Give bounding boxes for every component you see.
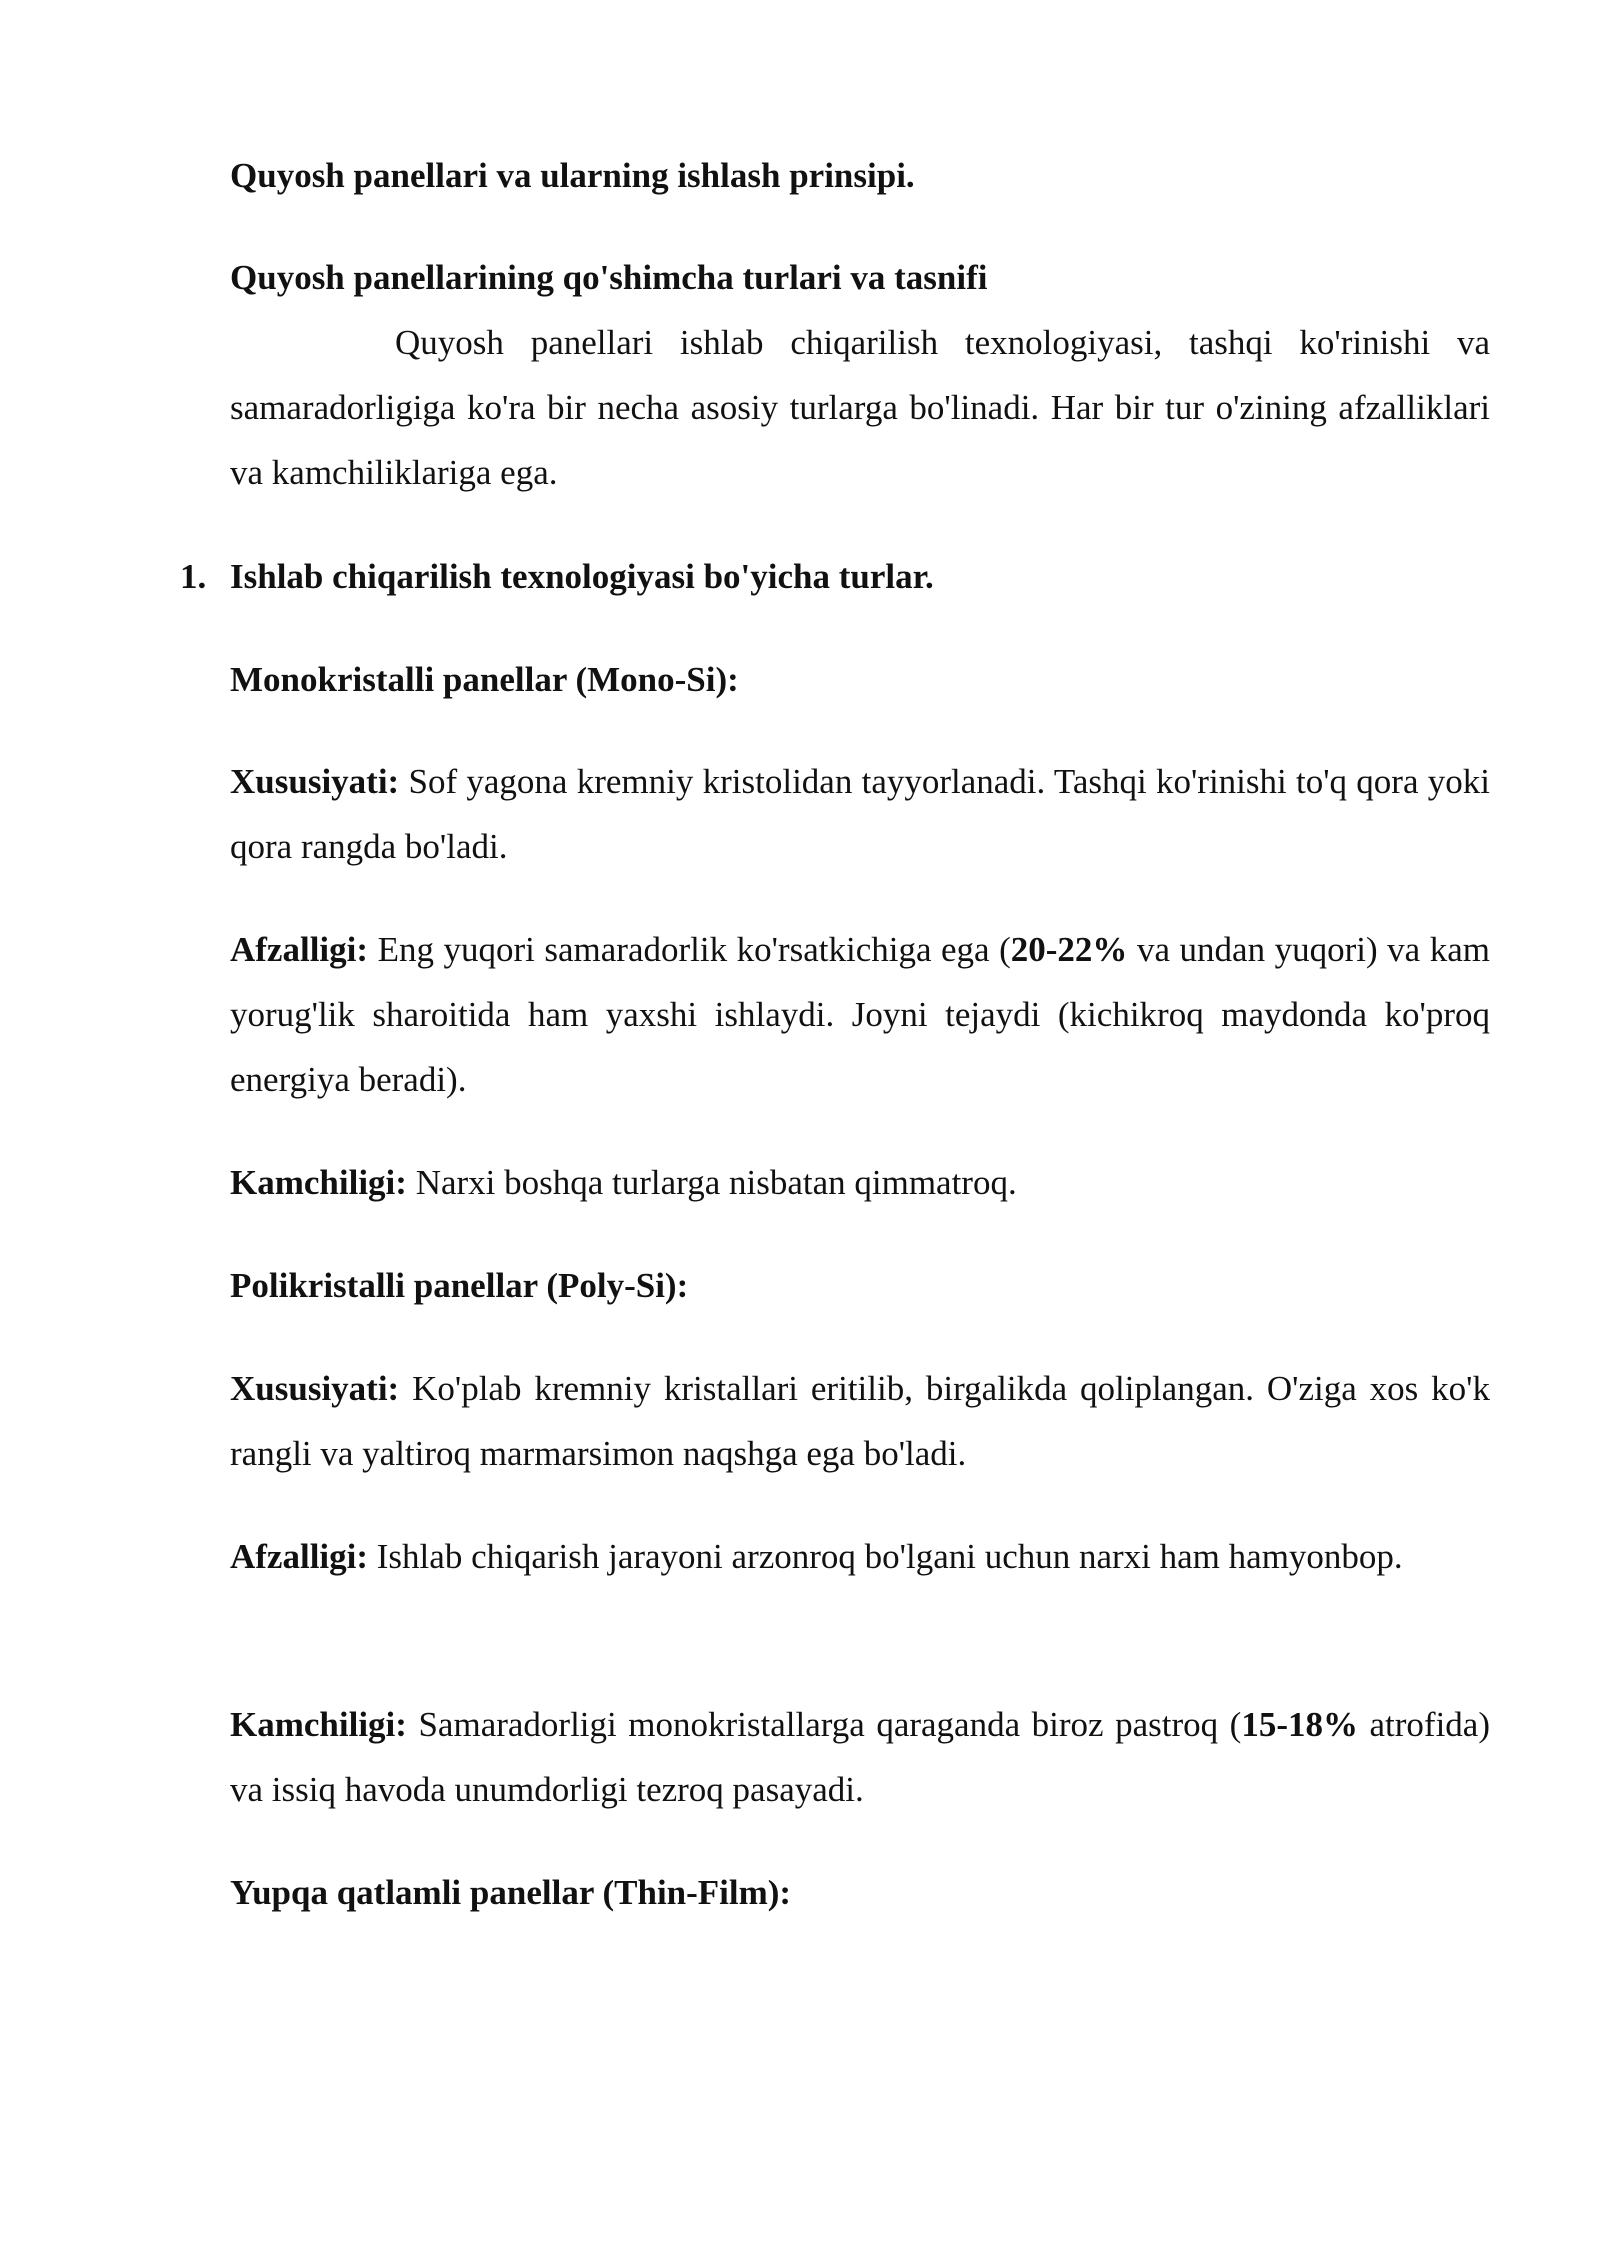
mono-advantage-label: Afzalligi: bbox=[230, 930, 369, 969]
intro-paragraph: Quyosh panellari ishlab chiqarilish texnologiyasi, tashqi ko'rinishi va samaradorligiga ko'ra bir necha asosiy turlarga bo'linadi. Har bir tur o'zining afzalliklari va kamchiliklariga ega. bbox=[230, 323, 1490, 492]
poly-features-paragraph bbox=[230, 1356, 1490, 1486]
mono-advantage-paragraph bbox=[230, 917, 1490, 1112]
poly-advantage-text: Ishlab chiqarish jarayoni arzonroq bo'lgani uchun narxi ham hamyonbop. bbox=[368, 1537, 1403, 1576]
section-heading: Quyosh panellarining qo'shimcha turlari va tasnifi bbox=[230, 258, 988, 297]
poly-advantage-paragraph bbox=[230, 1524, 1490, 1589]
mono-features-paragraph bbox=[230, 749, 1490, 879]
poly-features-label: Xususiyati: bbox=[230, 1369, 400, 1408]
document-title: Quyosh panellari va ularning ishlash prinsipi. bbox=[230, 156, 915, 195]
poly-advantage-label: Afzalligi: bbox=[230, 1537, 369, 1576]
mono-features-text: Sof yagona kremniy kristolidan tayyorlanadi. Tashqi ko'rinishi to'q qora yoki qora rangda bo'ladi. bbox=[230, 762, 1490, 866]
mono-advantage-text-2: va undan yuqori) va kam yorug'lik sharoitida ham yaxshi ishlaydi. Joyni tejaydi (kichikroq maydonda ko'proq energiya beradi). bbox=[230, 930, 1490, 1099]
poly-disadvantage-text-2: atrofida) va issiq havoda unumdorligi tezroq pasayadi. bbox=[230, 1705, 1490, 1809]
mono-features-label: Xususiyati: bbox=[230, 762, 400, 801]
poly-disadvantage-label: Kamchiligi: bbox=[230, 1705, 407, 1744]
poly-heading: Polikristalli panellar (Poly-Si): bbox=[230, 1266, 689, 1305]
mono-disadvantage-paragraph bbox=[230, 1150, 1490, 1215]
list-number: 1. bbox=[180, 557, 207, 596]
mono-efficiency-value: 20-22% bbox=[1010, 930, 1128, 969]
mono-advantage-text-1: Eng yuqori samaradorlik ko'rsatkichiga ega ( bbox=[368, 930, 1011, 969]
poly-features-text: Ko'plab kremniy kristallari eritilib, birgalikda qoliplangan. O'ziga xos ko'k rangli va yaltiroq marmarsimon naqshga ega bo'ladi. bbox=[230, 1369, 1490, 1473]
list-item-heading: Ishlab chiqarilish texnologiyasi bo'yicha turlar. bbox=[230, 557, 934, 596]
poly-disadvantage-paragraph bbox=[230, 1692, 1490, 1822]
mono-disadvantage-label: Kamchiligi: bbox=[230, 1163, 407, 1202]
mono-disadvantage-text: Narxi boshqa turlarga nisbatan qimmatroq. bbox=[406, 1163, 1017, 1202]
poly-disadvantage-text-1: Samaradorligi monokristallarga qaraganda biroz pastroq ( bbox=[406, 1705, 1242, 1744]
mono-heading: Monokristalli panellar (Mono-Si): bbox=[230, 660, 739, 699]
thin-film-heading: Yupqa qatlamli panellar (Thin-Film): bbox=[230, 1873, 792, 1912]
poly-efficiency-value: 15-18% bbox=[1241, 1705, 1358, 1744]
